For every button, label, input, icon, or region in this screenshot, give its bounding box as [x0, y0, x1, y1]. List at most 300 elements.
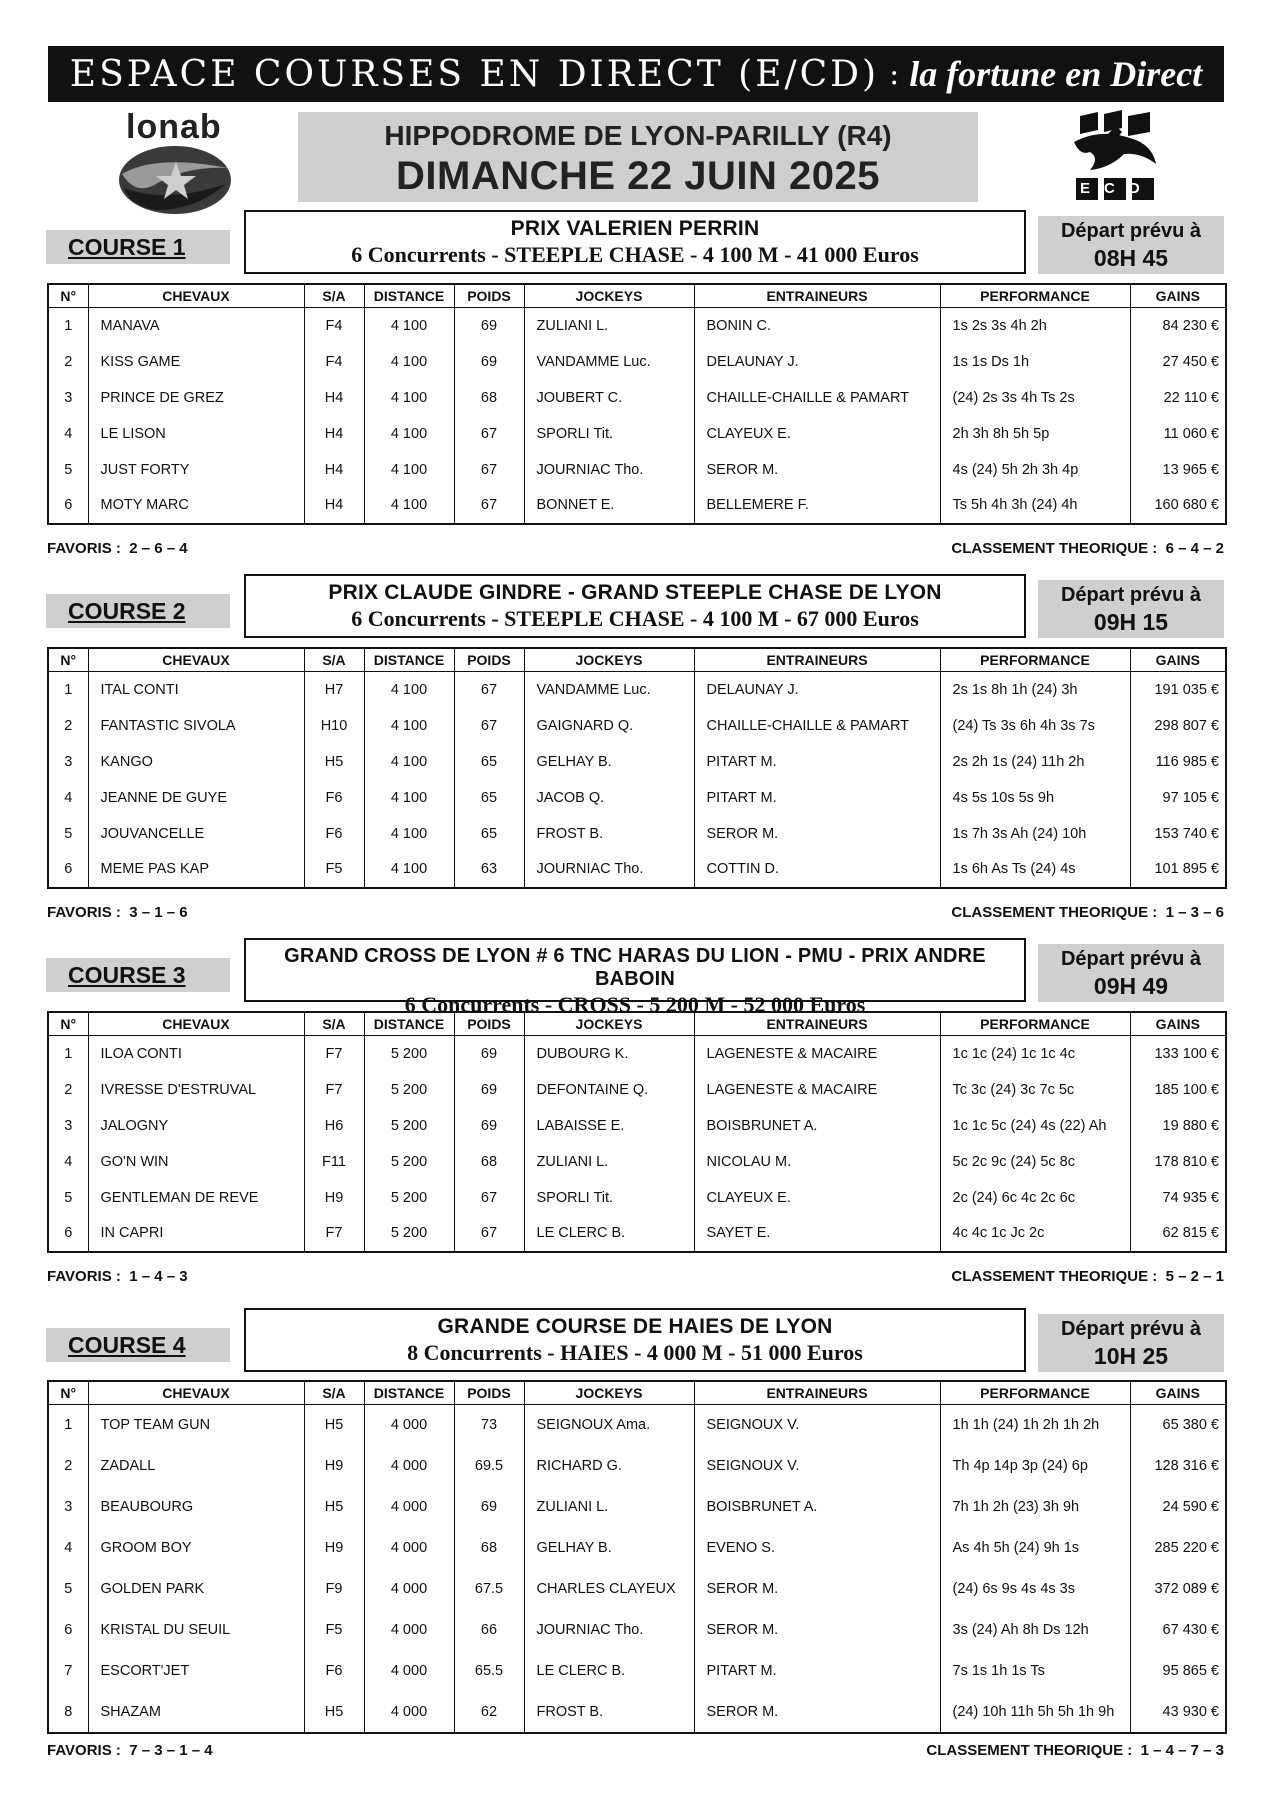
table-row: [48, 708, 1226, 744]
weight-cell: 69: [454, 344, 524, 380]
table-row: [48, 488, 1226, 524]
performance-cell: 4s (24) 5h 2h 3h 4p: [940, 452, 1130, 488]
performance-cell: 3s (24) Ah 8h Ds 12h: [940, 1610, 1130, 1651]
performance-cell: 5c 2c 9c (24) 5c 8c: [940, 1144, 1130, 1180]
sex-age-cell: F9: [304, 1569, 364, 1610]
column-header-performance: PERFORMANCE: [940, 648, 1130, 672]
distance-cell: 5 200: [364, 1108, 454, 1144]
earnings-cell: 74 935 €: [1130, 1180, 1226, 1216]
trainer-cell: SEROR M.: [694, 452, 940, 488]
course-2-classement: [951, 904, 1224, 921]
trainer-cell: LAGENESTE & MACAIRE: [694, 1036, 940, 1072]
runner-number-cell: 3: [48, 380, 88, 416]
lonab-logo: [116, 108, 236, 216]
table-row: [48, 780, 1226, 816]
column-header-weight: POIDS: [454, 1012, 524, 1036]
distance-cell: 4 100: [364, 488, 454, 524]
trainer-cell: CHAILLE-CHAILLE & PAMART: [694, 380, 940, 416]
distance-cell: 4 100: [364, 344, 454, 380]
table-row: [48, 1610, 1226, 1651]
earnings-cell: 101 895 €: [1130, 852, 1226, 888]
departure-label: Départ prévu à: [1060, 948, 1202, 970]
sex-age-cell: H9: [304, 1528, 364, 1569]
horse-name-cell: JOUVANCELLE: [88, 816, 304, 852]
table-row: [48, 1036, 1226, 1072]
course-3-favoris-value: 1 – 4 – 3: [129, 1268, 188, 1285]
jockey-cell: DEFONTAINE Q.: [524, 1072, 694, 1108]
weight-cell: 67: [454, 1216, 524, 1252]
horse-name-cell: ZADALL: [88, 1446, 304, 1487]
favoris-label: FAVORIS :: [47, 540, 121, 557]
table-row: [48, 852, 1226, 888]
distance-cell: 4 000: [364, 1651, 454, 1692]
performance-cell: (24) 6s 9s 4s 4s 3s: [940, 1569, 1130, 1610]
lonab-logo-text: lonab: [126, 108, 222, 146]
earnings-cell: 153 740 €: [1130, 816, 1226, 852]
horse-name-cell: IN CAPRI: [88, 1216, 304, 1252]
performance-cell: 2c (24) 6c 4c 2c 6c: [940, 1180, 1130, 1216]
trainer-cell: LAGENESTE & MACAIRE: [694, 1072, 940, 1108]
course-4-favoris-value: 7 – 3 – 1 – 4: [129, 1742, 213, 1759]
distance-cell: 4 100: [364, 816, 454, 852]
jockey-cell: JOURNIAC Tho.: [524, 1610, 694, 1651]
departure-label: Départ prévu à: [1060, 584, 1202, 606]
table-row: [48, 1108, 1226, 1144]
earnings-cell: 298 807 €: [1130, 708, 1226, 744]
course-2-departure: [1038, 580, 1224, 638]
jockey-cell: ZULIANI L.: [524, 1144, 694, 1180]
jockey-cell: GELHAY B.: [524, 1528, 694, 1569]
weight-cell: 69: [454, 308, 524, 344]
distance-cell: 4 100: [364, 744, 454, 780]
course-3-table: [47, 1011, 1227, 1253]
course-3-label: COURSE 3: [46, 958, 230, 992]
trainer-cell: NICOLAU M.: [694, 1144, 940, 1180]
earnings-cell: 11 060 €: [1130, 416, 1226, 452]
jockey-cell: LE CLERC B.: [524, 1651, 694, 1692]
earnings-cell: 24 590 €: [1130, 1487, 1226, 1528]
column-header-jockeys: JOCKEYS: [524, 1381, 694, 1405]
weight-cell: 65: [454, 816, 524, 852]
performance-cell: Tc 3c (24) 3c 7c 5c: [940, 1072, 1130, 1108]
runner-number-cell: 6: [48, 1610, 88, 1651]
runner-number-cell: 5: [48, 1180, 88, 1216]
classement-label: CLASSEMENT THEORIQUE :: [951, 1268, 1158, 1285]
column-header-sex-age: S/A: [304, 284, 364, 308]
jockey-cell: GAIGNARD Q.: [524, 708, 694, 744]
trainer-cell: PITART M.: [694, 780, 940, 816]
table-row: [48, 344, 1226, 380]
column-header-horses: CHEVAUX: [88, 1381, 304, 1405]
favoris-label: FAVORIS :: [47, 1268, 121, 1285]
column-header-jockeys: JOCKEYS: [524, 648, 694, 672]
jockey-cell: SEIGNOUX Ama.: [524, 1405, 694, 1446]
course-1-time: 08H 45: [1093, 245, 1169, 271]
earnings-cell: 133 100 €: [1130, 1036, 1226, 1072]
horse-name-cell: GO'N WIN: [88, 1144, 304, 1180]
course-4-departure: [1038, 1314, 1224, 1372]
table-row: [48, 1144, 1226, 1180]
jockey-cell: SPORLI Tit.: [524, 416, 694, 452]
banner-title: ESPACE COURSES EN DIRECT (E/CD): [69, 53, 880, 95]
weight-cell: 69: [454, 1108, 524, 1144]
table-row: [48, 1487, 1226, 1528]
course-1-table: [47, 283, 1227, 525]
course-3-classement-value: 5 – 2 – 1: [1165, 1268, 1224, 1285]
distance-cell: 4 100: [364, 672, 454, 708]
horse-name-cell: JUST FORTY: [88, 452, 304, 488]
course-2-subtitle: 6 Concurrents - STEEPLE CHASE - 4 100 M - 67 000 Euros: [351, 606, 919, 631]
horse-name-cell: JALOGNY: [88, 1108, 304, 1144]
course-4-time: 10H 25: [1093, 1343, 1169, 1369]
earnings-cell: 67 430 €: [1130, 1610, 1226, 1651]
runner-number-cell: 5: [48, 1569, 88, 1610]
distance-cell: 4 000: [364, 1569, 454, 1610]
sex-age-cell: H7: [304, 672, 364, 708]
weight-cell: 68: [454, 1528, 524, 1569]
earnings-cell: 84 230 €: [1130, 308, 1226, 344]
horse-name-cell: KANGO: [88, 744, 304, 780]
earnings-cell: 22 110 €: [1130, 380, 1226, 416]
table-row: [48, 1528, 1226, 1569]
horse-name-cell: BEAUBOURG: [88, 1487, 304, 1528]
horse-name-cell: KISS GAME: [88, 344, 304, 380]
horse-name-cell: TOP TEAM GUN: [88, 1405, 304, 1446]
course-3-info: [244, 938, 1026, 1017]
course-4-label: COURSE 4: [46, 1328, 230, 1362]
horse-name-cell: LE LISON: [88, 416, 304, 452]
weight-cell: 67: [454, 416, 524, 452]
sex-age-cell: H4: [304, 452, 364, 488]
horse-name-cell: MEME PAS KAP: [88, 852, 304, 888]
trainer-cell: BOISBRUNET A.: [694, 1108, 940, 1144]
weight-cell: 68: [454, 380, 524, 416]
sex-age-cell: F7: [304, 1216, 364, 1252]
jockey-cell: FROST B.: [524, 1692, 694, 1733]
column-header-number: N°: [48, 1381, 88, 1405]
jockey-cell: VANDAMME Luc.: [524, 344, 694, 380]
table-row: [48, 452, 1226, 488]
jockey-cell: CHARLES CLAYEUX: [524, 1569, 694, 1610]
horse-name-cell: FANTASTIC SIVOLA: [88, 708, 304, 744]
column-header-earnings: GAINS: [1130, 1012, 1226, 1036]
trainer-cell: SEROR M.: [694, 816, 940, 852]
sex-age-cell: H5: [304, 744, 364, 780]
jockey-cell: ZULIANI L.: [524, 308, 694, 344]
column-header-trainers: ENTRAINEURS: [694, 284, 940, 308]
weight-cell: 68: [454, 1144, 524, 1180]
column-header-earnings: GAINS: [1130, 284, 1226, 308]
sex-age-cell: F7: [304, 1036, 364, 1072]
jockey-cell: SPORLI Tit.: [524, 1180, 694, 1216]
column-header-horses: CHEVAUX: [88, 284, 304, 308]
jockey-cell: JACOB Q.: [524, 780, 694, 816]
horse-name-cell: MANAVA: [88, 308, 304, 344]
trainer-cell: PITART M.: [694, 1651, 940, 1692]
runner-number-cell: 6: [48, 1216, 88, 1252]
course-1-departure: [1038, 216, 1224, 274]
runner-number-cell: 1: [48, 1405, 88, 1446]
trainer-cell: CLAYEUX E.: [694, 1180, 940, 1216]
horse-name-cell: GROOM BOY: [88, 1528, 304, 1569]
column-header-jockeys: JOCKEYS: [524, 1012, 694, 1036]
distance-cell: 5 200: [364, 1144, 454, 1180]
table-row: [48, 1405, 1226, 1446]
performance-cell: 4c 4c 1c Jc 2c: [940, 1216, 1130, 1252]
table-row: [48, 672, 1226, 708]
weight-cell: 65.5: [454, 1651, 524, 1692]
performance-cell: Th 4p 14p 3p (24) 6p: [940, 1446, 1130, 1487]
trainer-cell: BOISBRUNET A.: [694, 1487, 940, 1528]
column-header-distance: DISTANCE: [364, 1381, 454, 1405]
weight-cell: 67: [454, 452, 524, 488]
horse-name-cell: PRINCE DE GREZ: [88, 380, 304, 416]
trainer-cell: CHAILLE-CHAILLE & PAMART: [694, 708, 940, 744]
sex-age-cell: H10: [304, 708, 364, 744]
table-row: [48, 1692, 1226, 1733]
earnings-cell: 13 965 €: [1130, 452, 1226, 488]
jockey-cell: BONNET E.: [524, 488, 694, 524]
weight-cell: 67: [454, 1180, 524, 1216]
column-header-sex-age: S/A: [304, 648, 364, 672]
jockey-cell: DUBOURG K.: [524, 1036, 694, 1072]
column-header-trainers: ENTRAINEURS: [694, 648, 940, 672]
runner-number-cell: 7: [48, 1651, 88, 1692]
performance-cell: 1c 1c (24) 1c 1c 4c: [940, 1036, 1130, 1072]
trainer-cell: SEROR M.: [694, 1610, 940, 1651]
horse-name-cell: SHAZAM: [88, 1692, 304, 1733]
venue-header: [298, 112, 978, 202]
course-4-table: [47, 1380, 1227, 1734]
course-4-favoris: [47, 1742, 213, 1759]
ecd-logo-text: ECD: [1080, 180, 1154, 197]
weight-cell: 67: [454, 672, 524, 708]
runner-number-cell: 2: [48, 1446, 88, 1487]
departure-label: Départ prévu à: [1060, 220, 1202, 242]
runner-number-cell: 6: [48, 488, 88, 524]
course-3-time: 09H 49: [1093, 973, 1169, 999]
performance-cell: 1s 1s Ds 1h: [940, 344, 1130, 380]
performance-cell: Ts 5h 4h 3h (24) 4h: [940, 488, 1130, 524]
course-2-favoris: [47, 904, 188, 921]
venue-name: HIPPODROME DE LYON-PARILLY (R4): [384, 120, 892, 151]
course-2-time: 09H 15: [1093, 609, 1169, 635]
weight-cell: 67.5: [454, 1569, 524, 1610]
trainer-cell: BONIN C.: [694, 308, 940, 344]
classement-label: CLASSEMENT THEORIQUE :: [951, 904, 1158, 921]
jockey-cell: LABAISSE E.: [524, 1108, 694, 1144]
column-header-horses: CHEVAUX: [88, 1012, 304, 1036]
trainer-cell: SEROR M.: [694, 1692, 940, 1733]
course-1-favoris: [47, 540, 188, 557]
column-header-weight: POIDS: [454, 284, 524, 308]
column-header-distance: DISTANCE: [364, 1012, 454, 1036]
sex-age-cell: F6: [304, 1651, 364, 1692]
distance-cell: 5 200: [364, 1180, 454, 1216]
sex-age-cell: H6: [304, 1108, 364, 1144]
course-3-departure: [1038, 944, 1224, 1002]
column-header-performance: PERFORMANCE: [940, 1381, 1130, 1405]
sex-age-cell: F7: [304, 1072, 364, 1108]
distance-cell: 4 000: [364, 1405, 454, 1446]
distance-cell: 4 100: [364, 416, 454, 452]
trainer-cell: DELAUNAY J.: [694, 344, 940, 380]
jockey-cell: RICHARD G.: [524, 1446, 694, 1487]
column-header-number: N°: [48, 1012, 88, 1036]
performance-cell: (24) 10h 11h 5h 5h 1h 9h: [940, 1692, 1130, 1733]
performance-cell: 1c 1c 5c (24) 4s (22) Ah: [940, 1108, 1130, 1144]
runner-number-cell: 4: [48, 1528, 88, 1569]
table-row: [48, 1446, 1226, 1487]
course-3-subtitle: 6 Concurrents - CROSS - 5 200 M - 52 000 Euros: [404, 992, 866, 1017]
jockey-cell: ZULIANI L.: [524, 1487, 694, 1528]
distance-cell: 4 000: [364, 1610, 454, 1651]
table-row: [48, 1569, 1226, 1610]
runner-number-cell: 6: [48, 852, 88, 888]
earnings-cell: 97 105 €: [1130, 780, 1226, 816]
jockey-cell: JOURNIAC Tho.: [524, 852, 694, 888]
distance-cell: 4 100: [364, 780, 454, 816]
sex-age-cell: H4: [304, 488, 364, 524]
column-header-earnings: GAINS: [1130, 648, 1226, 672]
departure-label: Départ prévu à: [1060, 1318, 1202, 1340]
column-header-distance: DISTANCE: [364, 648, 454, 672]
runner-number-cell: 3: [48, 744, 88, 780]
horse-name-cell: GENTLEMAN DE REVE: [88, 1180, 304, 1216]
runner-number-cell: 2: [48, 708, 88, 744]
lonab-emblem-icon: [116, 144, 234, 216]
column-header-performance: PERFORMANCE: [940, 284, 1130, 308]
trainer-cell: SEIGNOUX V.: [694, 1446, 940, 1487]
course-2-label: COURSE 2: [46, 594, 230, 628]
runner-number-cell: 3: [48, 1487, 88, 1528]
horse-name-cell: ITAL CONTI: [88, 672, 304, 708]
table-row: [48, 1651, 1226, 1692]
performance-cell: 1s 6h As Ts (24) 4s: [940, 852, 1130, 888]
table-row: [48, 816, 1226, 852]
weight-cell: 69: [454, 1072, 524, 1108]
weight-cell: 73: [454, 1405, 524, 1446]
runner-number-cell: 1: [48, 1036, 88, 1072]
column-header-trainers: ENTRAINEURS: [694, 1381, 940, 1405]
distance-cell: 4 000: [364, 1446, 454, 1487]
trainer-cell: DELAUNAY J.: [694, 672, 940, 708]
earnings-cell: 185 100 €: [1130, 1072, 1226, 1108]
earnings-cell: 62 815 €: [1130, 1216, 1226, 1252]
trainer-cell: SEIGNOUX V.: [694, 1405, 940, 1446]
column-header-number: N°: [48, 648, 88, 672]
performance-cell: 1s 7h 3s Ah (24) 10h: [940, 816, 1130, 852]
horse-name-cell: IVRESSE D'ESTRUVAL: [88, 1072, 304, 1108]
sex-age-cell: H5: [304, 1405, 364, 1446]
course-4-subtitle: 8 Concurrents - HAIES - 4 000 M - 51 000 Euros: [407, 1340, 863, 1365]
horse-name-cell: GOLDEN PARK: [88, 1569, 304, 1610]
course-1-label: COURSE 1: [46, 230, 230, 264]
column-header-distance: DISTANCE: [364, 284, 454, 308]
distance-cell: 4 100: [364, 852, 454, 888]
weight-cell: 69: [454, 1487, 524, 1528]
performance-cell: 7s 1s 1h 1s Ts: [940, 1651, 1130, 1692]
runner-number-cell: 2: [48, 344, 88, 380]
runner-number-cell: 4: [48, 416, 88, 452]
favoris-label: FAVORIS :: [47, 1742, 121, 1759]
column-header-horses: CHEVAUX: [88, 648, 304, 672]
earnings-cell: 178 810 €: [1130, 1144, 1226, 1180]
runner-number-cell: 4: [48, 780, 88, 816]
distance-cell: 5 200: [364, 1036, 454, 1072]
performance-cell: 2s 1s 8h 1h (24) 3h: [940, 672, 1130, 708]
sex-age-cell: H9: [304, 1180, 364, 1216]
trainer-cell: COTTIN D.: [694, 852, 940, 888]
horse-name-cell: ILOA CONTI: [88, 1036, 304, 1072]
course-4-title: GRANDE COURSE DE HAIES DE LYON: [437, 1315, 833, 1338]
runner-number-cell: 5: [48, 816, 88, 852]
banner-separator: :: [889, 56, 900, 92]
distance-cell: 4 100: [364, 708, 454, 744]
earnings-cell: 95 865 €: [1130, 1651, 1226, 1692]
distance-cell: 4 100: [364, 380, 454, 416]
course-4-info: [244, 1308, 1026, 1372]
column-header-performance: PERFORMANCE: [940, 1012, 1130, 1036]
ecd-logo: [1070, 108, 1160, 204]
distance-cell: 4 000: [364, 1487, 454, 1528]
horse-name-cell: KRISTAL DU SEUIL: [88, 1610, 304, 1651]
sex-age-cell: F5: [304, 1610, 364, 1651]
earnings-cell: 372 089 €: [1130, 1569, 1226, 1610]
earnings-cell: 191 035 €: [1130, 672, 1226, 708]
jockey-cell: FROST B.: [524, 816, 694, 852]
trainer-cell: SAYET E.: [694, 1216, 940, 1252]
table-row: [48, 1216, 1226, 1252]
performance-cell: 2h 3h 8h 5h 5p: [940, 416, 1130, 452]
weight-cell: 69.5: [454, 1446, 524, 1487]
course-3-classement: [951, 1268, 1224, 1285]
earnings-cell: 65 380 €: [1130, 1405, 1226, 1446]
jockey-cell: VANDAMME Luc.: [524, 672, 694, 708]
table-row: [48, 308, 1226, 344]
performance-cell: (24) Ts 3s 6h 4h 3s 7s: [940, 708, 1130, 744]
earnings-cell: 128 316 €: [1130, 1446, 1226, 1487]
course-2-title: PRIX CLAUDE GINDRE - GRAND STEEPLE CHASE DE LYON: [328, 581, 942, 604]
sex-age-cell: H5: [304, 1692, 364, 1733]
sex-age-cell: H4: [304, 380, 364, 416]
performance-cell: 1h 1h (24) 1h 2h 1h 2h: [940, 1405, 1130, 1446]
trainer-cell: EVENO S.: [694, 1528, 940, 1569]
sex-age-cell: F6: [304, 780, 364, 816]
earnings-cell: 19 880 €: [1130, 1108, 1226, 1144]
column-header-number: N°: [48, 284, 88, 308]
distance-cell: 4 000: [364, 1528, 454, 1569]
distance-cell: 4 100: [364, 308, 454, 344]
runner-number-cell: 8: [48, 1692, 88, 1733]
course-4-classement-value: 1 – 4 – 7 – 3: [1140, 1742, 1224, 1759]
banner-tagline: la fortune en Direct: [909, 54, 1203, 94]
course-2-classement-value: 1 – 3 – 6: [1165, 904, 1224, 921]
column-header-earnings: GAINS: [1130, 1381, 1226, 1405]
course-1-classement-value: 6 – 4 – 2: [1165, 540, 1224, 557]
earnings-cell: 27 450 €: [1130, 344, 1226, 380]
jockey-cell: LE CLERC B.: [524, 1216, 694, 1252]
earnings-cell: 116 985 €: [1130, 744, 1226, 780]
sex-age-cell: F6: [304, 816, 364, 852]
horse-name-cell: MOTY MARC: [88, 488, 304, 524]
course-3-title: GRAND CROSS DE LYON # 6 TNC HARAS DU LION - PMU - PRIX ANDRE BABOIN: [284, 945, 986, 990]
performance-cell: As 4h 5h (24) 9h 1s: [940, 1528, 1130, 1569]
classement-label: CLASSEMENT THEORIQUE :: [926, 1742, 1133, 1759]
runner-number-cell: 1: [48, 672, 88, 708]
jockey-cell: GELHAY B.: [524, 744, 694, 780]
weight-cell: 67: [454, 488, 524, 524]
